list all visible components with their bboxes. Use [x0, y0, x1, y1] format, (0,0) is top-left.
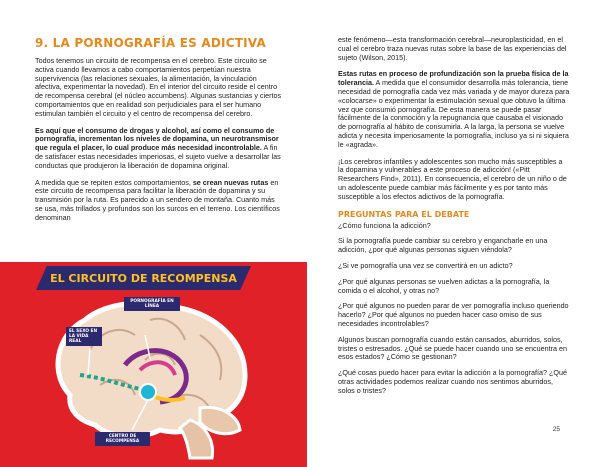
section-heading: 9. LA PORNOGRAFÍA ES ADICTIVA [35, 36, 266, 50]
nucleus-accumbens-icon [140, 384, 156, 400]
brain-illustration [40, 290, 260, 465]
reward-circuit-figure [0, 262, 307, 467]
right-paragraph-2-text: A medida que el consumidor desarrolla más tolerancia, tiene necesidad de pornografía cada vez más variada y de mayor dureza para «colocarse» o experimentar la estimulación sexual que obtuvo la última vez que consumió pornografía. De esta manera se puede pasar fácilmente de la conmoción y la repugnancia que causaba el visionado de pornografía al hábito de consumirla. A la larga, la persona se vuelve adicta y necesita imperiosamente la pornografía, incluso ya si ni siquiera le «agrada». [338, 78, 570, 149]
paragraph-1-text: Todos tenemos un circuito de recompensa en el cerebro. Este circuito se activa cuando llevamos a cabo comportamientos perpetúan nuestra supervivencia (las relaciones sexuales, la alimentación, la vinculación afectiva, experimentar la novedad). En el interior del circuito reside el centro de recompensa cerebral (el núcleo accumbens). Algunas sustancias y ciertos comportamientos que en realidad son perjudiciales para el ser humano estimulan también el circuito y el centro de recompensa del cerebro. [35, 56, 282, 118]
debate-question-6: Algunos buscan pornografía cuando están cansados, aburridos, solos, tristes o estresados. ¿Qué se puede hacer cuando uno se encuentra en esos estados? ¿Cómo se gestionan? [338, 334, 567, 362]
debate-question-2: Si la pornografía puede cambiar su cerebro y engancharle en una adicción, ¿por qué algunas personas siguen viéndola? [338, 236, 548, 255]
label-real-sex: EL SEXO EN LA VIDA REAL [66, 327, 102, 346]
debate-question-5: ¿Por qué algunos no pueden parar de ver pornografía incluso queriendo hacerlo? ¿Por qué algunos no pueden hacer caso omiso de sus necesidades incontrolables? [338, 301, 569, 328]
debate-question-4: ¿Por qué algunas personas se vuelven adictas a la pornografía, la comida o el alcohol, y otras no? [338, 276, 550, 295]
debate-question-1: ¿Cómo funciona la adicción? [338, 220, 431, 230]
paragraph-2-text: A fin de satisfacer estas necesidades imperiosas, el sujeto vuelve a desarrollar las conductas que produjeron la liberación de dopamina original. [35, 143, 281, 170]
label-online-porn: PORNOGRAFÍA EN LÍNEA [124, 297, 180, 311]
paragraph-1 [35, 57, 282, 119]
paragraph-3-bold: se crean nuevas rutas [192, 177, 269, 187]
figure-title: EL CIRCUITO DE RECOMPENSA [50, 272, 237, 285]
debate-heading: PREGUNTAS PARA EL DEBATE [338, 209, 470, 219]
right-paragraph-3-text: ¡Los cerebros infantiles y adolescentes son mucho más susceptibles a la dopamina y vulnerables a este proceso de adicción! («Pitt Researchers Find», 2011). En consecuencia, el cerebro de un niño o de un adolescente puede cambiar más fácilmente y es por tanto más susceptible a los efectos adictivos de la pornografía. [338, 156, 567, 201]
right-paragraph-1-text: este fenómeno—esta transformación cerebral—neuroplasticidad, en el cual el cerebro traza nuevas rutas sobre la base de las experiencias del sujeto (Wilson, 2015). [338, 35, 567, 62]
right-paragraph-2-bold: Estas rutas en proceso de profundización son la prueba física de la tolerancia. [338, 69, 569, 88]
paragraph-3-text-b: en este circuito de recompensa para facilitar la liberación de dopamina y su transmisión por la ruta. Es parecido a un sendero de montaña. Cuanto más se usa, más trillados y profundos son los surcos en el terreno. Los científicos denominan [35, 177, 280, 222]
page-number: 25 [552, 426, 560, 433]
label-reward-center: CENTRO DE RECOMPENSA [95, 432, 150, 446]
right-column [338, 36, 570, 403]
right-paragraph-1 [338, 36, 570, 62]
paragraph-3 [35, 179, 282, 223]
right-paragraph-3 [338, 158, 570, 202]
debate-question-7: ¿Qué cosas puedo hacer para evitar la adicción a la pornografía? ¿Qué otras actividades podemos realizar cuando nos sentimos aburridos, solos o tristes? [338, 368, 567, 395]
left-column [35, 36, 282, 231]
right-paragraph-2 [338, 70, 570, 149]
paragraph-2-bold: Es aquí que el consumo de drogas y alcohol, así como el consumo de pornografía, incrementan los niveles de dopamina, un neurotransmisor que regula el placer, lo cual produce más necesidad incontrolable. [35, 125, 279, 153]
debate-question-3: ¿Si ve pornografía una vez se convertirá en un adicto? [338, 260, 513, 270]
paragraph-3-text-a: A medida que se repiten estos comportamientos, [35, 177, 193, 187]
paragraph-2 [35, 127, 282, 171]
